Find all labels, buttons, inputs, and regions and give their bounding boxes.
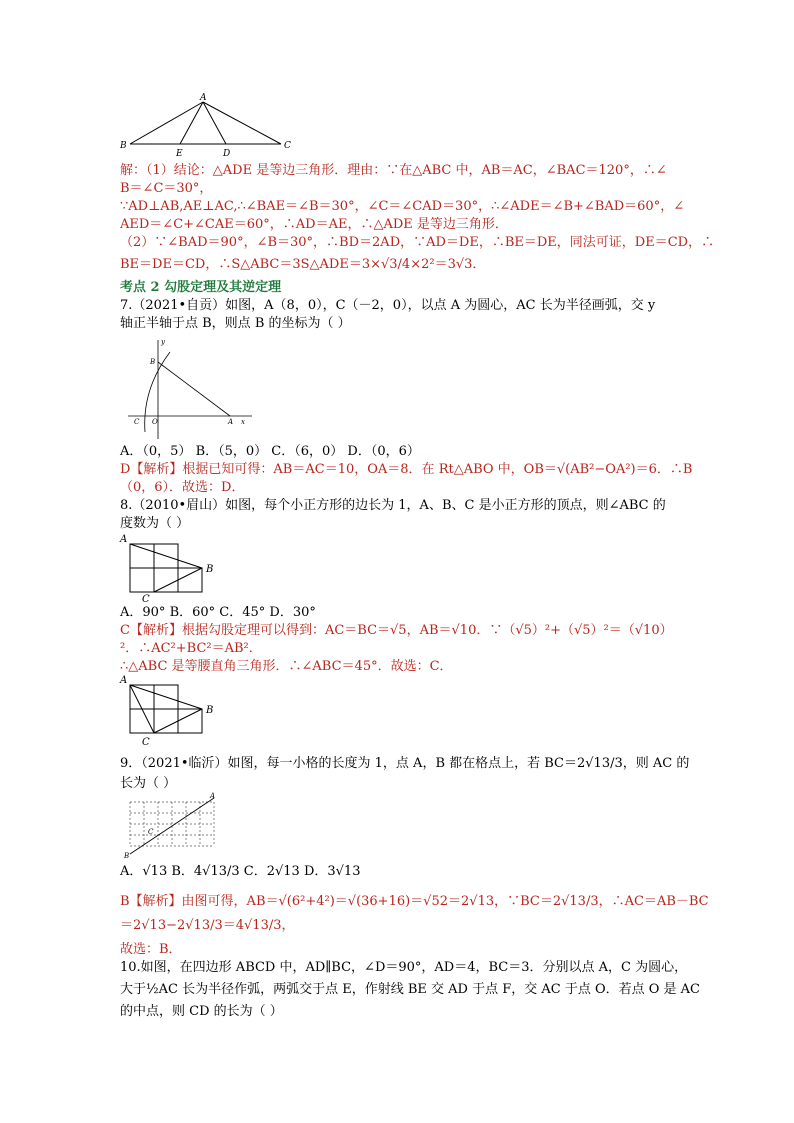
- section-heading: 考点 2 勾股定理及其逆定理: [120, 280, 282, 295]
- solution-8-line-2: ²．∴AC²+BC²＝AB²．: [120, 641, 262, 656]
- solution-8-line-3: ∴△ABC 是等腰直角三角形．∴∠ABC＝45°．故选：C．: [120, 659, 453, 674]
- dotted-grid-figure-q9: [120, 792, 224, 860]
- label-o: O: [152, 418, 158, 426]
- label-c: C: [148, 828, 154, 836]
- solution-9-line-3: 故选：B．: [120, 942, 182, 957]
- label-x: x: [241, 418, 245, 426]
- solution-8-line-1: C【解析】根据勾股定理可以得到：AC＝BC＝√5，AB＝√10．∵（√5）²+（√5）²＝（√10）: [120, 623, 673, 638]
- solution-6-line-6: BE＝DE＝CD，∴S△ABC＝3S△ADE＝3×√3/4×2²＝3√3．: [120, 257, 486, 272]
- question-10-line-1: 10.如图，在四边形 ABCD 中，AD∥BC，∠D＝90°，AD＝4，BC＝3．分别以点 A，C 为圆心，: [120, 960, 688, 975]
- label-b: B: [120, 141, 127, 151]
- triangle-figure-1: [118, 92, 298, 162]
- label-b: B: [150, 358, 156, 366]
- solution-6-line-2: B＝∠C＝30°，: [120, 181, 213, 196]
- question-10-line-3: 的中点，则 CD 的长为（ ）: [120, 1004, 283, 1019]
- question-9-line-2: 长为（ ）: [120, 776, 177, 791]
- solution-9-line-1: B【解析】由图可得，AB＝√(6²+4²)＝√(36+16)＝√52＝2√13，∵BC＝2√13/3，∴AC＝AB－BC: [120, 894, 709, 909]
- question-9-line-1: 9．（2021•临沂）如图，每一小格的长度为 1，点 A，B 都在格点上，若 BC＝2√13/3，则 AC 的: [120, 756, 690, 771]
- label-b: B: [206, 705, 214, 716]
- solution-7-line-2: （0，6）．故选：D．: [120, 480, 245, 495]
- label-e: E: [176, 149, 183, 159]
- solution-9-line-2: ＝2√13−2√13/3＝4√13/3，: [120, 918, 295, 933]
- label-b: B: [124, 852, 130, 860]
- label-d: D: [223, 149, 231, 159]
- label-a: A: [210, 792, 216, 800]
- label-a: A: [200, 93, 207, 103]
- grid-figure-q8: [118, 532, 223, 604]
- label-a: A: [228, 418, 234, 426]
- grid-figure-solution-8: [118, 673, 223, 749]
- question-10-line-2: 大于½AC 长为半径作弧，两弧交于点 E，作射线 BE 交 AD 于点 F，交 AC 于点 O．若点 O 是 AC: [120, 982, 701, 997]
- label-c: C: [284, 141, 291, 151]
- solution-6-line-4: AED＝∠C+∠CAE＝60°，∴AD＝AE，∴△ADE 是等边三角形．: [120, 217, 508, 232]
- question-9-options: A．√13 B．4√13/3 C．2√13 D．3√13: [120, 864, 361, 879]
- question-7-options: A．（0，5） B．（5，0） C．（6，0） D．（0，6）: [120, 444, 420, 459]
- label-b: B: [206, 564, 214, 575]
- label-c: C: [142, 594, 150, 604]
- solution-7-line-1: D【解析】根据已知可得：AB＝AC＝10，OA＝8．在 Rt△ABO 中，OB＝√(AB²−OA²)＝6．∴B: [120, 462, 693, 477]
- question-7-line-2: 轴正半轴于点 B，则点 B 的坐标为（ ）: [120, 316, 351, 331]
- question-7-line-1: 7.（2021•自贡）如图，A（8，0），C（－2，0），以点 A 为圆心，AC 长为半径画弧，交 y: [120, 298, 656, 313]
- question-8-options: A．90° B．60° C．45° D．30°: [120, 605, 316, 620]
- label-y: y: [161, 338, 165, 346]
- label-a: A: [120, 675, 128, 686]
- question-8-line-1: 8.（2010•眉山）如图，每个小正方形的边长为 1，A、B、C 是小正方形的顶点，则∠ABC 的: [120, 498, 666, 513]
- question-8-line-2: 度数为（ ）: [120, 516, 190, 531]
- coordinate-figure: [120, 334, 260, 442]
- label-c: C: [134, 418, 140, 426]
- solution-6-line-1: 解：（1）结论：△ADE 是等边三角形．理由：∵在△ABC 中，AB＝AC，∠BAC＝120°，∴∠: [120, 163, 667, 178]
- label-a: A: [120, 534, 128, 545]
- solution-6-line-5: （2）∵∠BAD＝90°，∠B＝30°，∴BD＝2AD，∵AD＝DE，∴BE＝DE，同法可证，DE＝CD，∴: [120, 235, 715, 250]
- label-c: C: [142, 737, 150, 748]
- solution-6-line-3: ∵AD⊥AB,AE⊥AC,∴∠BAE＝∠B＝30°，∠C＝∠CAD＝30°，∴∠ADE＝∠B+∠BAD＝60°，∠: [120, 199, 685, 214]
